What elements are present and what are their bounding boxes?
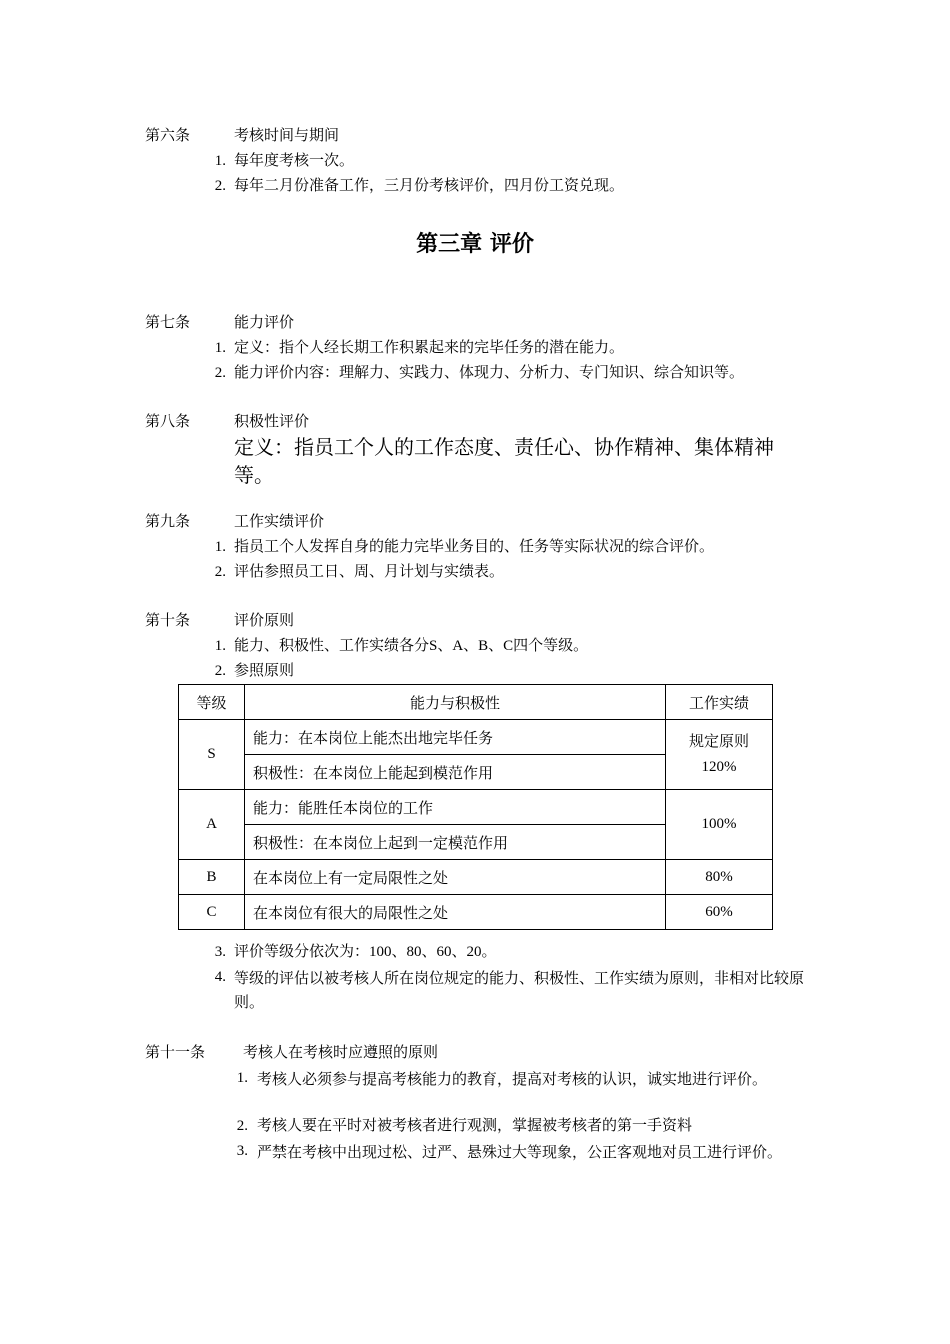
grade-cell: C (179, 895, 245, 930)
description-cell: 在本岗位上有一定局限性之处 (245, 860, 666, 895)
list-item: 严禁在考核中出现过松、过严、悬殊过大等现象，公正客观地对员工进行评价。 (257, 1145, 783, 1161)
list-item: 评价等级分依次为：100、80、60、20。 (234, 944, 497, 960)
list-item: 参照原则 (234, 663, 295, 679)
list-item: 考核人必须参与提高考核能力的教育，提高对考核的认识，诚实地进行评价。 (257, 1072, 768, 1088)
article6-number: 第六条 (145, 128, 191, 144)
list-number: 2. (214, 178, 226, 194)
list-item: 每年二月份准备工作，三月份考核评价，四月份工资兑现。 (234, 178, 625, 194)
list-number: 1. (214, 638, 226, 654)
list-number: 3. (214, 944, 226, 960)
article7-title: 能力评价 (234, 315, 295, 331)
article9-number: 第九条 (145, 514, 191, 530)
article8-number: 第八条 (145, 414, 191, 430)
table-row (179, 720, 773, 755)
performance-cell: 100% (666, 790, 773, 860)
table-header: 等级 (179, 685, 245, 720)
article8-title: 积极性评价 (234, 414, 310, 430)
table-row (179, 895, 773, 930)
list-item: 评估参照员工日、周、月计划与实绩表。 (234, 564, 505, 580)
grade-table (178, 684, 773, 930)
article11-title: 考核人在考核时应遵照的原则 (243, 1045, 439, 1061)
performance-cell (666, 720, 773, 790)
initiative-cell: 积极性：在本岗位上能起到模范作用 (245, 755, 666, 790)
list-number: 2. (236, 1118, 248, 1134)
list-number: 1. (214, 153, 226, 169)
table-row (179, 860, 773, 895)
article10-number: 第十条 (145, 613, 191, 629)
list-number: 2. (214, 663, 226, 679)
table-header: 工作实绩 (666, 685, 773, 720)
list-number: 3. (236, 1143, 248, 1159)
list-number: 2. (214, 564, 226, 580)
ability-cell: 能力：在本岗位上能杰出地完毕任务 (245, 720, 666, 755)
list-number: 2. (214, 365, 226, 381)
list-item: 定义：指个人经长期工作积累起来的完毕任务的潜在能力。 (234, 340, 625, 356)
chapter-heading: 第三章 评价 (416, 232, 534, 257)
ability-cell: 能力：能胜任本岗位的工作 (245, 790, 666, 825)
article10-title: 评价原则 (234, 613, 295, 629)
article7-number: 第七条 (145, 315, 191, 331)
performance-label: 规定原则 (688, 733, 749, 750)
initiative-cell: 积极性：在本岗位上起到一定模范作用 (245, 825, 666, 860)
performance-cell: 60% (666, 895, 773, 930)
list-item: 考核人要在平时对被考核者进行观测，掌握被考核者的第一手资料 (257, 1118, 693, 1134)
performance-cell: 80% (666, 860, 773, 895)
table-header-row (179, 685, 773, 720)
grade-cell: B (179, 860, 245, 895)
article8-definition: 定义：指员工个人的工作态度、责任心、协作精神、集体精神等。 (234, 437, 774, 487)
list-item: 能力、积极性、工作实绩各分S、A、B、C四个等级。 (234, 638, 589, 654)
list-number: 4. (214, 969, 226, 985)
grade-cell: A (179, 790, 245, 860)
article9-title: 工作实绩评价 (234, 514, 325, 530)
list-item: 等级的评估以被考核人所在岗位规定的能力、积极性、工作实绩为原则，非相对比较原则。 (234, 971, 805, 1011)
list-item: 指员工个人发挥自身的能力完毕业务目的、任务等实际状况的综合评价。 (234, 539, 715, 555)
table-row (179, 790, 773, 825)
description-cell: 在本岗位有很大的局限性之处 (245, 895, 666, 930)
article6-title: 考核时间与期间 (234, 128, 340, 144)
table-header: 能力与积极性 (245, 685, 666, 720)
list-number: 1. (214, 539, 226, 555)
list-item: 能力评价内容：理解力、实践力、体现力、分析力、专门知识、综合知识等。 (234, 365, 745, 381)
article11-number: 第十一条 (145, 1045, 206, 1061)
list-number: 1. (236, 1070, 248, 1086)
list-item: 每年度考核一次。 (234, 153, 355, 169)
performance-value: 120% (701, 758, 737, 775)
grade-cell: S (179, 720, 245, 790)
list-number: 1. (214, 340, 226, 356)
